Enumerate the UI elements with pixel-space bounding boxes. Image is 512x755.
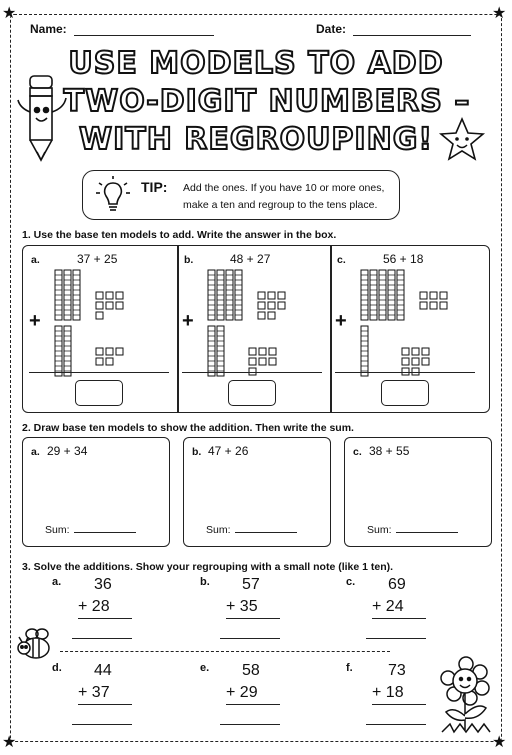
sum-rule	[226, 618, 280, 619]
sum-input-line[interactable]	[396, 523, 458, 533]
one-cube	[402, 348, 409, 355]
one-cube	[116, 292, 123, 299]
sum-field	[367, 523, 458, 536]
tip-text-line-2: make a ten and regroup to the tens place.	[183, 199, 378, 211]
one-cube	[249, 358, 256, 365]
title-line-3: WITH REGROUPING!	[78, 122, 433, 157]
bottom-addend: + 29	[226, 684, 258, 701]
plus-sign: +	[335, 310, 347, 332]
name-field	[30, 22, 214, 36]
problem-label: d.	[52, 662, 62, 674]
one-cube	[422, 348, 429, 355]
one-cube	[412, 358, 419, 365]
one-cube	[420, 292, 427, 299]
one-cube	[278, 292, 285, 299]
section-2-instruction: 2. Draw base ten models to show the addition. Then write the sum.	[22, 422, 354, 434]
one-cube	[259, 358, 266, 365]
plus-sign: +	[182, 310, 194, 332]
one-cube	[402, 358, 409, 365]
one-cube	[96, 312, 103, 319]
lightbulb-icon	[93, 175, 133, 215]
model-problem-a	[23, 246, 176, 412]
ten-rod	[379, 270, 386, 320]
one-cube	[96, 292, 103, 299]
corner-star-icon: ★	[492, 734, 507, 751]
sum-rule	[78, 704, 132, 705]
one-cube	[422, 358, 429, 365]
one-cube	[412, 348, 419, 355]
one-cube	[259, 348, 266, 355]
ten-rod	[208, 326, 215, 376]
base-ten-model	[51, 268, 191, 388]
date-field	[316, 22, 471, 36]
sum-input-line[interactable]	[235, 523, 297, 533]
one-cube	[106, 292, 113, 299]
draw-panel-a[interactable]	[22, 437, 170, 547]
ten-rod	[235, 270, 242, 320]
one-cube	[430, 302, 437, 309]
problem-label: a.	[31, 254, 40, 266]
draw-panel-b[interactable]	[183, 437, 331, 547]
one-cube	[440, 292, 447, 299]
one-cube	[278, 302, 285, 309]
one-cube	[420, 302, 427, 309]
ten-rod	[361, 326, 368, 376]
ten-rod	[217, 270, 224, 320]
corner-star-icon: ★	[2, 5, 17, 22]
top-addend: 44	[94, 662, 112, 679]
one-cube	[269, 358, 276, 365]
answer-line[interactable]	[72, 724, 132, 725]
corner-star-icon: ★	[492, 5, 507, 22]
ten-rod	[64, 326, 71, 376]
problem-label: a.	[31, 446, 40, 458]
title-line-2: TWO-DIGIT NUMBERS –	[63, 84, 471, 119]
one-cube	[430, 292, 437, 299]
answer-line[interactable]	[220, 724, 280, 725]
sum-label: Sum:	[45, 524, 70, 536]
one-cube	[268, 302, 275, 309]
one-cube	[258, 292, 265, 299]
corner-star-icon: ★	[2, 734, 17, 751]
vertical-problem-e	[200, 662, 280, 732]
sum-rule	[372, 704, 426, 705]
row-separator	[60, 651, 390, 652]
problem-expression: 56 + 18	[383, 252, 424, 266]
one-cube	[106, 348, 113, 355]
draw-panel-c[interactable]	[344, 437, 492, 547]
name-input-line[interactable]	[74, 24, 214, 36]
ten-rod	[361, 270, 368, 320]
title-line-1: USE MODELS TO ADD	[68, 46, 444, 81]
smiling-star-icon	[438, 116, 486, 164]
bee-icon	[14, 626, 58, 666]
tip-text-line-1: Add the ones. If you have 10 or more ones,	[183, 182, 385, 194]
ten-rod	[388, 270, 395, 320]
problem-label: a.	[52, 576, 62, 588]
top-addend: 73	[388, 662, 406, 679]
top-addend: 69	[388, 576, 406, 593]
vertical-problem-f	[346, 662, 426, 732]
one-cube	[268, 292, 275, 299]
base-ten-model	[204, 268, 344, 388]
answer-line[interactable]	[366, 724, 426, 725]
top-addend: 57	[242, 576, 260, 593]
sum-input-line[interactable]	[74, 523, 136, 533]
one-cube	[96, 348, 103, 355]
model-problem-c	[329, 246, 482, 412]
answer-line[interactable]	[220, 638, 280, 639]
sum-field	[206, 523, 297, 536]
top-addend: 36	[94, 576, 112, 593]
one-cube	[268, 312, 275, 319]
ten-rod	[226, 270, 233, 320]
problem-label: c.	[353, 446, 362, 458]
problem-label: f.	[346, 662, 353, 674]
ten-rod	[217, 326, 224, 376]
problem-label: c.	[337, 254, 346, 266]
one-cube	[106, 302, 113, 309]
vertical-problem-d	[52, 662, 132, 732]
problem-expression: 48 + 27	[230, 252, 271, 266]
problem-expression: 29 + 34	[47, 444, 88, 458]
name-label: Name:	[30, 22, 67, 36]
sum-rule	[78, 618, 132, 619]
bottom-addend: + 28	[78, 598, 110, 615]
section-1-instruction: 1. Use the base ten models to add. Write the answer in the box.	[22, 229, 337, 241]
bottom-addend: + 35	[226, 598, 258, 615]
one-cube	[106, 358, 113, 365]
sum-label: Sum:	[206, 524, 231, 536]
problem-label: c.	[346, 576, 356, 588]
bottom-addend: + 24	[372, 598, 404, 615]
vertical-problem-a	[52, 576, 132, 646]
answer-rule	[29, 372, 169, 373]
problem-expression: 37 + 25	[77, 252, 118, 266]
answer-rule	[335, 372, 475, 373]
sum-label: Sum:	[367, 524, 392, 536]
problem-expression: 38 + 55	[369, 444, 410, 458]
one-cube	[269, 348, 276, 355]
answer-box[interactable]	[75, 380, 123, 406]
tip-text	[183, 180, 398, 214]
section-1-models-box	[22, 245, 490, 413]
ten-rod	[55, 270, 62, 320]
problem-label: b.	[200, 576, 210, 588]
sum-field	[45, 523, 136, 536]
one-cube	[96, 302, 103, 309]
bottom-addend: + 18	[372, 684, 404, 701]
one-cube	[116, 302, 123, 309]
one-cube	[249, 348, 256, 355]
problem-label: e.	[200, 662, 210, 674]
one-cube	[440, 302, 447, 309]
problem-label: b.	[184, 254, 194, 266]
sum-rule	[226, 704, 280, 705]
ten-rod	[64, 270, 71, 320]
ten-rod	[397, 270, 404, 320]
one-cube	[96, 358, 103, 365]
problem-expression: 47 + 26	[208, 444, 249, 458]
ten-rod	[55, 326, 62, 376]
answer-rule	[182, 372, 322, 373]
tip-box	[82, 170, 400, 220]
answer-box[interactable]	[228, 380, 276, 406]
vertical-problem-b	[200, 576, 280, 646]
model-problem-b	[176, 246, 329, 412]
answer-line[interactable]	[366, 638, 426, 639]
vertical-problem-c	[346, 576, 426, 646]
date-input-line[interactable]	[353, 24, 471, 36]
section-3-instruction: 3. Solve the additions. Show your regrouping with a small note (like 1 ten).	[22, 561, 394, 573]
tip-label: TIP:	[141, 179, 168, 195]
plus-sign: +	[29, 310, 41, 332]
one-cube	[258, 312, 265, 319]
sum-rule	[372, 618, 426, 619]
answer-box[interactable]	[381, 380, 429, 406]
answer-line[interactable]	[72, 638, 132, 639]
top-addend: 58	[242, 662, 260, 679]
pencil-mascot-icon	[14, 72, 72, 164]
one-cube	[258, 302, 265, 309]
date-label: Date:	[316, 22, 347, 36]
ten-rod	[73, 270, 80, 320]
bottom-addend: + 37	[78, 684, 110, 701]
flower-icon	[436, 656, 496, 734]
base-ten-model	[357, 268, 497, 388]
problem-label: b.	[192, 446, 202, 458]
ten-rod	[208, 270, 215, 320]
ten-rod	[370, 270, 377, 320]
one-cube	[116, 348, 123, 355]
